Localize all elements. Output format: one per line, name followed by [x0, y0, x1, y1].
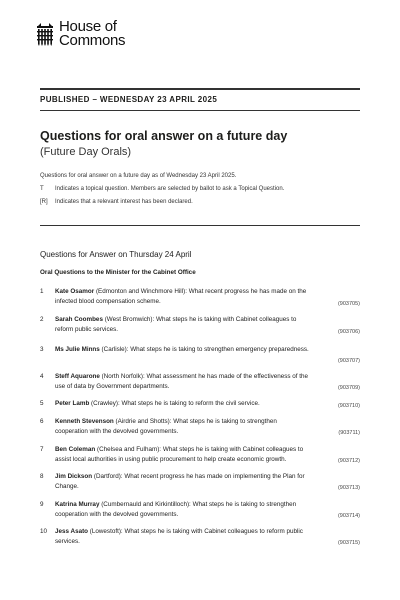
- question-ref: (903710): [337, 403, 360, 409]
- question-item: [40, 287, 360, 307]
- key-symbol: T: [40, 186, 44, 192]
- section-heading: Questions for Answer on Thursday 24 April: [40, 250, 192, 259]
- question-text: What steps he is taking to strengthen: [192, 501, 297, 508]
- member-name: Peter Lamb: [55, 400, 90, 407]
- section-rule: [40, 225, 360, 226]
- question-item: [40, 417, 360, 437]
- constituency: (West Bromwich):: [102, 316, 157, 323]
- question-number: 8: [40, 473, 44, 480]
- question-item: [40, 472, 360, 492]
- key-symbol: [R]: [40, 199, 48, 205]
- portcullis-icon: [35, 20, 55, 48]
- constituency: (Edmonton and Winchmore Hill):: [94, 288, 189, 295]
- question-ref: (903715): [337, 540, 360, 546]
- question-number: 10: [40, 528, 48, 535]
- question-text: What steps he is taking to strengthen emergency preparedness.: [130, 346, 309, 353]
- question-number: 3: [40, 346, 44, 353]
- question-text-cont: cooperation with the devolved governments.: [55, 428, 179, 435]
- question-item: [40, 500, 360, 520]
- question-number: 2: [40, 316, 44, 323]
- question-text-cont: use of data by Government departments.: [55, 383, 170, 390]
- question-ref: (903711): [338, 430, 360, 436]
- constituency: (Chelsea and Fulham):: [95, 446, 163, 453]
- member-name: Ben Coleman: [55, 446, 96, 453]
- question-number: 9: [40, 501, 44, 508]
- question-text-cont: services.: [55, 538, 80, 545]
- question-item: [40, 372, 360, 392]
- intro-text: Questions for oral answer on a future day as of Wednesday 23 April 2025.: [40, 173, 237, 179]
- question-item: [40, 399, 360, 409]
- question-ref: (903707): [337, 358, 360, 364]
- question-number: 1: [40, 288, 44, 295]
- question-item: [40, 527, 360, 547]
- member-name: Jess Asato: [55, 528, 89, 535]
- logo-wordmark: [59, 20, 125, 48]
- minister-heading: Oral Questions to the Minister for the Cabinet Office: [40, 269, 196, 276]
- question-ref: (903706): [337, 329, 360, 335]
- question-number: 6: [40, 418, 44, 425]
- page-title: Questions for oral answer on a future day: [40, 129, 288, 143]
- member-name: Jim Dickson: [55, 473, 93, 480]
- question-text: What steps he is taking to strengthen: [173, 418, 277, 425]
- key-interest: [40, 199, 193, 205]
- member-name: Katrina Murray: [55, 501, 100, 508]
- member-name: Steff Aquarone: [55, 373, 100, 380]
- question-text: What steps he is taking with Cabinet colleagues to: [156, 316, 297, 323]
- question-text-cont: reform public services.: [55, 326, 118, 333]
- constituency: (North Norfolk):: [99, 373, 147, 380]
- question-text: What steps he is taking to reform the civil service.: [121, 400, 260, 407]
- question-ref: (903705): [337, 301, 360, 307]
- question-item: [40, 315, 360, 335]
- key-text: Indicates a topical question. Members are selected by ballot to ask a Topical Question.: [55, 186, 285, 192]
- key-topical: [40, 186, 284, 192]
- published-rule: [40, 110, 360, 111]
- member-name: Kenneth Stevenson: [55, 418, 114, 425]
- question-ref: (903714): [337, 513, 360, 519]
- member-name: Sarah Coombes: [55, 316, 103, 323]
- question-number: 5: [40, 400, 44, 407]
- question-ref: (903713): [337, 485, 360, 491]
- constituency: (Airdrie and Shotts):: [113, 418, 174, 425]
- member-name: Ms Julie Minns: [55, 346, 100, 353]
- constituency: (Cumbernauld and Kirkintilloch):: [99, 501, 193, 508]
- page-subtitle: (Future Day Orals): [40, 146, 132, 158]
- question-ref: (903712): [337, 458, 360, 464]
- question-ref: (903709): [337, 385, 360, 391]
- top-rule: [40, 88, 360, 90]
- question-text-cont: cooperation with the devolved governments.: [55, 511, 179, 518]
- question-text-cont: infected blood compensation scheme.: [55, 298, 161, 305]
- member-name: Kate Osamor: [55, 288, 95, 295]
- question-text: What assessment he has made of the effectiveness of the: [146, 373, 309, 380]
- question-number: 7: [40, 446, 44, 453]
- published-date: PUBLISHED – WEDNESDAY 23 APRIL 2025: [40, 95, 218, 104]
- question-text: What steps he is taking with Cabinet colleagues to: [162, 446, 304, 453]
- house-of-commons-logo: [35, 20, 125, 48]
- question-text-cont: Change.: [55, 483, 79, 490]
- constituency: (Crawley):: [89, 400, 122, 407]
- question-text-cont: assist local authorities in using public procurement to help create economic growth.: [55, 456, 287, 463]
- question-text: What recent progress he has made on implementing the Plan for: [124, 473, 305, 480]
- question-item: [40, 345, 360, 364]
- question-text: What steps he is taking with Cabinet colleagues to reform public: [124, 528, 303, 535]
- constituency: (Dartford):: [92, 473, 125, 480]
- key-text: Indicates that a relevant interest has been declared.: [55, 199, 193, 205]
- question-item: [40, 445, 360, 465]
- question-number: 4: [40, 373, 44, 380]
- constituency: (Carlisle):: [99, 346, 131, 353]
- constituency: (Lowestoft):: [88, 528, 125, 535]
- logo-line-1: House of: [59, 18, 117, 35]
- question-text: What recent progress he has made on the: [188, 288, 307, 295]
- logo-line-2: Commons: [59, 32, 126, 49]
